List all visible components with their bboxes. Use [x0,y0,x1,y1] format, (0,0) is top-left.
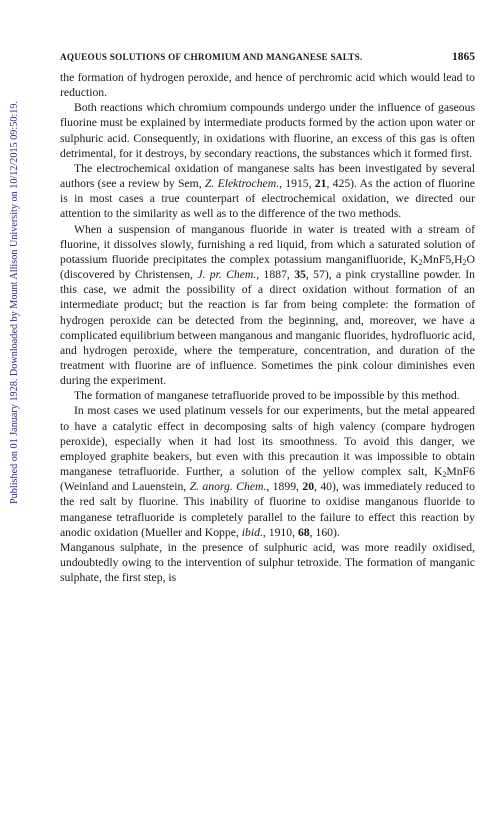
paragraph-5: The formation of manganese tetrafluoride proved to be impossible by this method. [74,389,460,403]
paragraph-4: When a suspension of manganous fluoride in water is treated with a stream of fluorine, it dissolves slowly, furnishing a red liquid, from which a saturated solution of potassium fluoride precipitates the complex potassium manganifluoride, $K_2MnF5,H_2O$ (discovered by Christensen, J. pr. Chem., 1887, 35, 57), a pink crystalline powder. In this case, we admit the possibility of a direct oxidation without formation of an intermediate product; but the reaction is far from being complete: the formation of hydrogen peroxide can be detected from the beginning, and, moreover, we have a complicated equilibrium between manganous and manganic fluorides, hydrofluoric acid, and hydrogen peroxide, where the temperature, concentration, and duration of the treatment with fluorine are of influence. Sometimes the pink colour diminishes even during the experiment. [60,222,475,388]
page-number: 1865 [452,51,475,63]
running-title: AQUEOUS SOLUTIONS OF CHROMIUM AND MANGANESE SALTS. [60,52,363,62]
paragraph-6: In most cases we used platinum vessels for our experiments, but the metal appeared to have a catalytic effect in decomposing salts of high valency (compare hydrogen peroxide), especially when it had lost its smoothness. To avoid this danger, we employed graphite beakers, but even with this precaution it was impossible to obtain manganese tetrafluoride. Further, a solution of the yellow complex salt, $K_2MnF6$ (Weinland and Lauenstein, Z. anorg. Chem., 1899, 20, 40), was immediately reduced to the red salt by fluorine. This inability of fluorine to oxidise manganous fluoride to manganese tetrafluoride is completely parallel to the failure to effect this reaction by anodic oxidation (Mueller and Koppe, ibid., 1910, 68, 160). [60,404,475,539]
paragraph-7: Manganous sulphate, in the presence of sulphuric acid, was more readily oxidised, undoubtedly owing to the intervention of sulphur tetroxide. The formation of manganic sulphate, the first step, is [60,540,475,585]
running-header [60,51,475,63]
download-watermark [4,92,24,512]
paragraph-1: the formation of hydrogen peroxide, and hence of perchromic acid which would lead to reduction. [60,71,475,100]
paragraph-3: The electrochemical oxidation of manganese salts has been investigated by several authors (see a review by Sem, Z. Elektrochem., 1915, 21, 425). As the action of fluorine is in most cases a true counterpart of electrochemical oxidation, we directed our attention to the similarity as well as to the difference of the two methods. [60,161,475,221]
paragraph-2: Both reactions which chromium compounds undergo under the influence of gaseous fluorine must be explained by intermediate products formed by the action upon water or sulphuric acid. Consequently, in oxidations with fluorine, an excess of this gas is often detrimental, for it destroys, by secondary reactions, the substances which it formed first. [60,101,475,160]
article-body [60,70,475,585]
download-watermark-text: Published on 01 January 1928. Downloaded by Mount Allison University on 10/12/2015 09:50:19. [8,100,20,504]
